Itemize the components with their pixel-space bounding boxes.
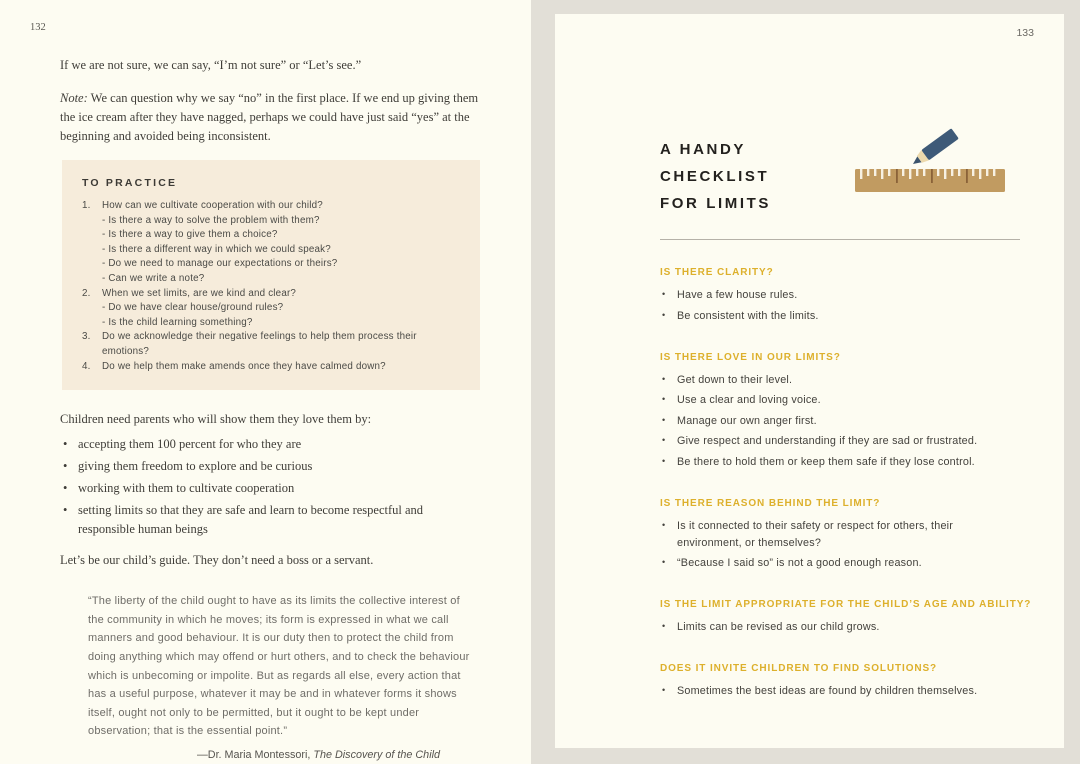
bullet-item: • Have a few house rules. (660, 287, 1012, 304)
montessori-quote: “The liberty of the child ought to have as its limits the collective interest of the community in which he moves; its form is expressed in what we call manners and good behaviour. It is our duty then to protect the child from doing anything which may offend or hurt others, and to check the behaviour which is unbecoming or impolite. But as regards all else, every action that has a useful purpose, whatever it may be and in whatever forms it shows itself, ought not only to be permitted, but it ought to be kept under observation; that is the essential point.” (88, 595, 470, 738)
section-heading: IS THERE LOVE IN OUR LIMITS? (660, 351, 841, 363)
bullet-item: • Is it connected to their safety or respect for others, their environment, or themselves? (660, 518, 1012, 552)
to-practice-box (62, 160, 480, 390)
note-label: Note: (60, 91, 88, 105)
love-list (60, 435, 480, 539)
bullet-item: • Be there to hold them or keep them safe if they lose control. (660, 454, 1012, 471)
list-item: • working with them to cultivate cooperation (60, 479, 480, 498)
bullet-item: • Use a clear and loving voice. (660, 392, 1012, 409)
checklist-section (660, 663, 1020, 700)
practice-line: 2. When we set limits, are we kind and clear? (82, 287, 297, 299)
list-intro: Children need parents who will show them they love them by: (60, 412, 372, 427)
checklist-section (660, 498, 1020, 573)
section-bullets (660, 287, 1012, 325)
practice-line: 3. Do we acknowledge their negative feelings to help them process their emotions? (82, 331, 417, 357)
ruler-icon (855, 169, 1005, 192)
section-heading: DOES IT INVITE CHILDREN TO FIND SOLUTIONS? (660, 663, 938, 674)
bullet-item: • “Because I said so” is not a good enough reason. (660, 555, 1012, 572)
bullet-item: • Be consistent with the limits. (660, 308, 1012, 325)
quote-attribution (88, 749, 470, 761)
page-title: A HANDY CHECKLIST FOR LIMITS (660, 141, 771, 212)
list-item: • accepting them 100 percent for who they are (60, 435, 480, 454)
left-page-body (0, 0, 531, 761)
section-heading: IS THERE REASON BEHIND THE LIMIT? (660, 497, 881, 509)
guide-line: Let’s be our child’s guide. They don’t need a boss or a servant. (60, 553, 374, 568)
practice-line: - Is there a different way in which we could speak? (102, 243, 331, 255)
bullet-item: • Give respect and understanding if they are sad or frustrated. (660, 433, 1012, 450)
section-heading: IS THERE CLARITY? (660, 267, 774, 278)
practice-line: - Can we write a note? (102, 272, 205, 284)
pencil-ruler-illustration (850, 122, 1010, 196)
note-paragraph (60, 89, 480, 146)
checklist-section (660, 599, 1032, 636)
page-number-right: 133 (1016, 27, 1034, 39)
intro-paragraph: If we are not sure, we can say, “I’m not sure” or “Let’s see.” (60, 58, 362, 72)
practice-line: - Do we have clear house/ground rules? (102, 302, 284, 314)
left-page (0, 0, 531, 764)
list-item: • setting limits so that they are safe and learn to become respectful and responsible human beings (60, 501, 480, 539)
bullet-item: • Manage our own anger first. (660, 413, 1012, 430)
attribution-name: —Dr. Maria Montessori, (196, 748, 314, 761)
checklist-section (660, 267, 1020, 325)
practice-line: - Is there a way to give them a choice? (102, 229, 278, 241)
practice-line: 4. Do we help them make amends once they have calmed down? (82, 360, 386, 372)
note-text: We can question why we say “no” in the first place. If we end up giving them the ice cream after they have nagged, perhaps we could have just said “yes” at the beginning and avoided being inconsistent. (60, 91, 479, 143)
section-heading: IS THE LIMIT APPROPRIATE FOR THE CHILD’S AGE AND ABILITY? (660, 599, 1032, 610)
practice-line: - Is there a way to solve the problem with them? (102, 214, 320, 226)
checklist-section (660, 352, 1020, 471)
practice-line: - Do we need to manage our expectations or theirs? (102, 258, 338, 270)
page-number-left: 132 (30, 22, 46, 33)
practice-line: 1. How can we cultivate cooperation with our child? (82, 200, 323, 211)
practice-box-title: TO PRACTICE (82, 177, 178, 189)
section-bullets (660, 518, 1012, 573)
bullet-item: • Sometimes the best ideas are found by children themselves. (660, 683, 1012, 700)
practice-line: - Is the child learning something? (102, 316, 253, 328)
checklist-header (660, 122, 1020, 217)
bullet-item: • Limits can be revised as our child grows. (660, 619, 1012, 636)
attribution-work: The Discovery of the Child (313, 748, 440, 761)
pencil-icon (909, 128, 959, 169)
list-item: • giving them freedom to explore and be curious (60, 457, 480, 476)
bullet-item: • Get down to their level. (660, 372, 1012, 389)
right-page-body (555, 122, 1064, 700)
section-bullets (660, 619, 1012, 636)
right-page (555, 14, 1064, 748)
divider (660, 239, 1020, 240)
section-bullets (660, 372, 1012, 471)
section-bullets (660, 683, 1012, 700)
